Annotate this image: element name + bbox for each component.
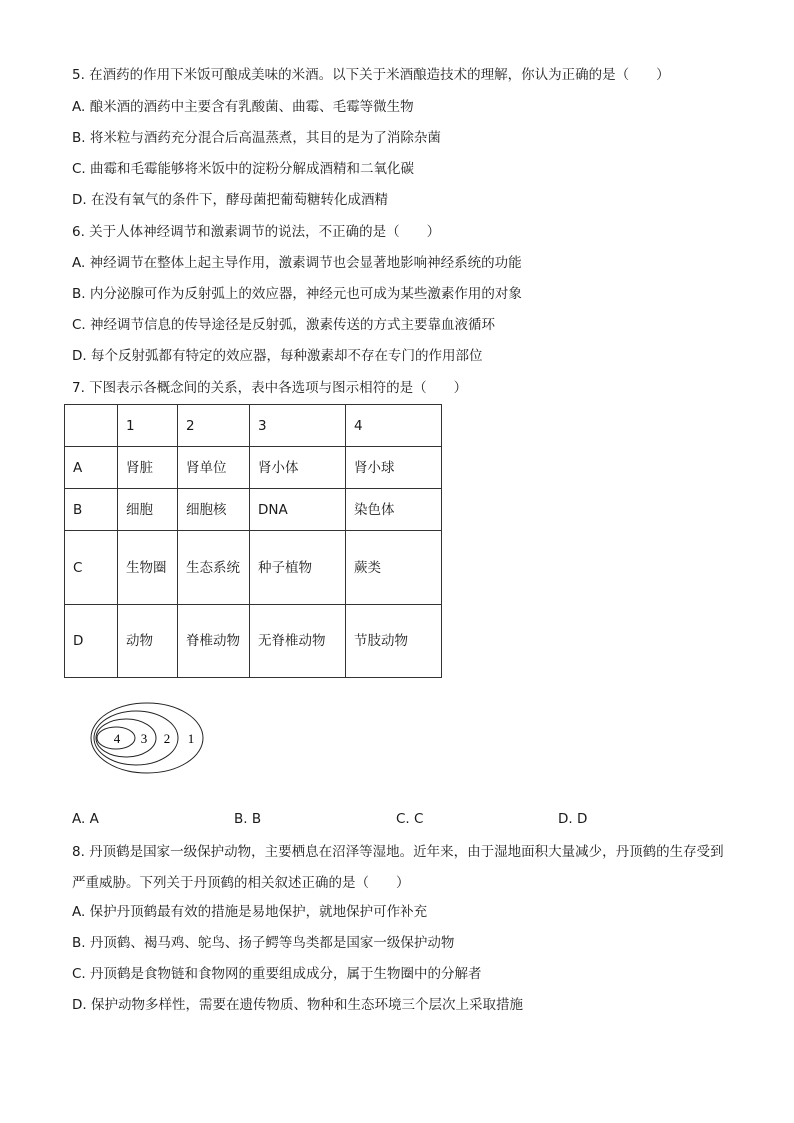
table-cell: 染色体 <box>346 489 442 531</box>
table-cell: B <box>65 489 118 531</box>
table-cell: 3 <box>250 405 346 447</box>
table-cell: 肾单位 <box>178 447 250 489</box>
q5-stem: 5. 在酒药的作用下米饭可酿成美味的米酒。以下关于米酒酿造技术的理解，你认为正确的是（ ） <box>72 67 670 83</box>
ellipse-label-2: 2 <box>163 731 171 746</box>
table-cell: A <box>65 447 118 489</box>
table-row <box>65 447 442 489</box>
q6-option-d: D. 每个反射弧都有特定的效应器，每种激素却不存在专门的作用部位 <box>72 348 483 364</box>
nested-ellipse-diagram <box>90 700 215 775</box>
table-row <box>65 531 442 605</box>
q6-option-c: C. 神经调节信息的传导途径是反射弧，激素传送的方式主要靠血液循环 <box>72 317 496 333</box>
table-cell: 肾脏 <box>118 447 178 489</box>
q7-answer-c: C. C <box>396 811 424 827</box>
table-cell: 无脊椎动物 <box>250 605 346 678</box>
table-cell: 肾小体 <box>250 447 346 489</box>
q8-option-a: A. 保护丹顶鹤最有效的措施是易地保护，就地保护可作补充 <box>72 904 428 920</box>
q8-option-c: C. 丹顶鹤是食物链和食物网的重要组成成分，属于生物圈中的分解者 <box>72 966 482 982</box>
q8-option-b: B. 丹顶鹤、褐马鸡、鸵鸟、扬子鳄等鸟类都是国家一级保护动物 <box>72 935 455 951</box>
ellipse-label-3: 3 <box>140 731 148 746</box>
q7-answer-d: D. D <box>558 811 588 827</box>
q5-option-d: D. 在没有氧气的条件下，酵母菌把葡萄糖转化成酒精 <box>72 192 388 208</box>
table-cell: C <box>65 531 118 605</box>
table-row <box>65 605 442 678</box>
table-row <box>65 489 442 531</box>
table-cell: 2 <box>178 405 250 447</box>
table-cell: 种子植物 <box>250 531 346 605</box>
q8-option-d: D. 保护动物多样性，需要在遗传物质、物种和生态环境三个层次上采取措施 <box>72 997 523 1013</box>
q7-answer-options <box>72 811 732 829</box>
table-cell: 细胞核 <box>178 489 250 531</box>
q6-option-b: B. 内分泌腺可作为反射弧上的效应器，神经元也可成为某些激素作用的对象 <box>72 286 522 302</box>
q7-answer-a: A. A <box>72 811 99 827</box>
concept-table <box>64 404 442 678</box>
table-cell: 动物 <box>118 605 178 678</box>
q5-option-a: A. 酿米酒的酒药中主要含有乳酸菌、曲霉、毛霉等微生物 <box>72 99 414 115</box>
table-cell: 蕨类 <box>346 531 442 605</box>
q6-stem: 6. 关于人体神经调节和激素调节的说法，不正确的是（ ） <box>72 224 441 240</box>
table-cell: 生物圈 <box>118 531 178 605</box>
q7-stem: 7. 下图表示各概念间的关系，表中各选项与图示相符的是（ ） <box>72 380 468 396</box>
table-cell: 生态系统 <box>178 531 250 605</box>
table-header-row <box>65 405 442 447</box>
table-cell: D <box>65 605 118 678</box>
table-cell <box>65 405 118 447</box>
ellipse-label-1: 1 <box>187 731 195 746</box>
q7-answer-b: B. B <box>234 811 262 827</box>
table-cell: 脊椎动物 <box>178 605 250 678</box>
table-cell: 肾小球 <box>346 447 442 489</box>
table-cell: DNA <box>250 489 346 531</box>
table-cell: 细胞 <box>118 489 178 531</box>
q5-option-b: B. 将米粒与酒药充分混合后高温蒸煮，其目的是为了消除杂菌 <box>72 130 441 146</box>
q8-stem: 8. 丹顶鹤是国家一级保护动物，主要栖息在沼泽等湿地。近年来，由于湿地面积大量减少，丹顶鹤的生存受到严重威胁。下列关于丹顶鹤的相关叙述正确的是（ ） <box>72 844 724 891</box>
table-cell: 1 <box>118 405 178 447</box>
q6-option-a: A. 神经调节在整体上起主导作用，激素调节也会显著地影响神经系统的功能 <box>72 255 522 271</box>
ellipse-label-4: 4 <box>113 731 121 746</box>
table-cell: 节肢动物 <box>346 605 442 678</box>
q5-option-c: C. 曲霉和毛霉能够将米饭中的淀粉分解成酒精和二氧化碳 <box>72 161 415 177</box>
table-cell: 4 <box>346 405 442 447</box>
